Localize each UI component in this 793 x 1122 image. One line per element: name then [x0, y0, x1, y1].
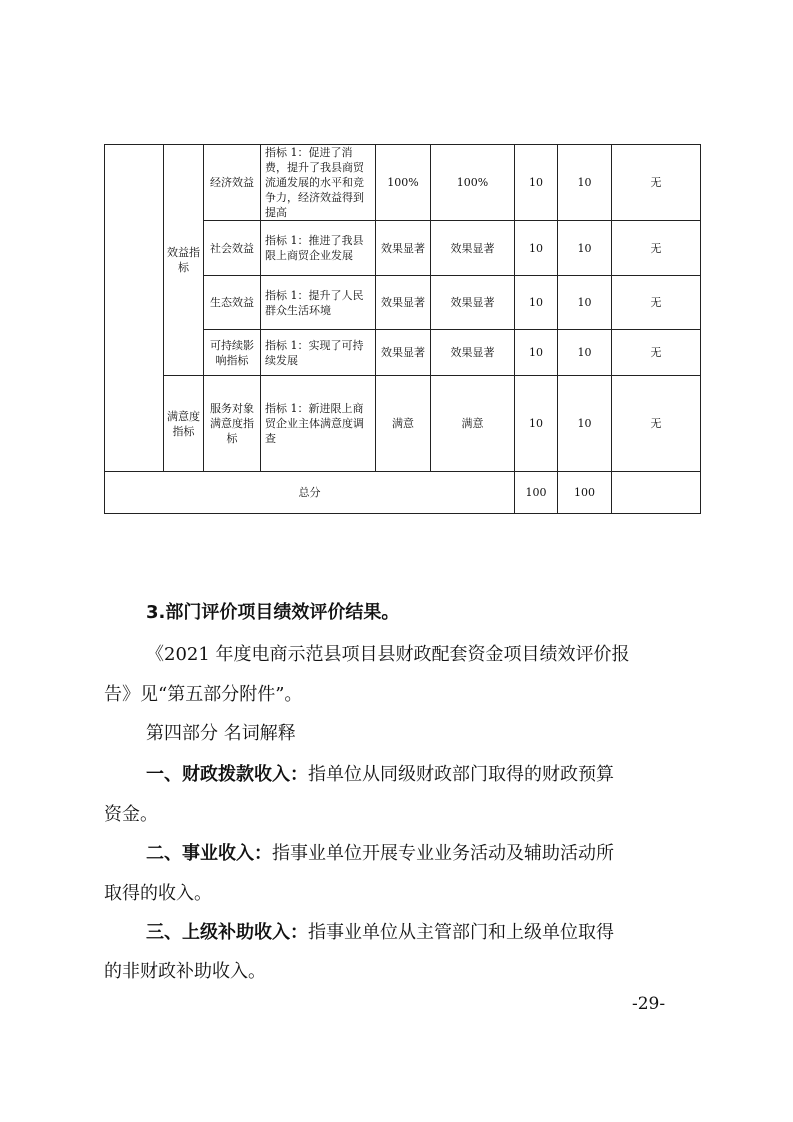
term-1-continuation: 资金。 [104, 804, 158, 825]
actual-cell: 满意 [431, 376, 515, 472]
section3-paragraph-line1: 《2021 年度电商示范县项目县财政配套资金项目绩效评价报 [146, 644, 630, 665]
note-cell: 无 [612, 221, 701, 276]
term-2-continuation: 取得的收入。 [104, 883, 212, 904]
table-total-row [105, 472, 701, 514]
weight-cell: 10 [515, 330, 558, 376]
note-cell: 无 [612, 145, 701, 221]
weight-cell: 10 [515, 221, 558, 276]
note-cell: 无 [612, 330, 701, 376]
score-cell: 10 [558, 376, 612, 472]
score-cell: 10 [558, 145, 612, 221]
term-1-text: 指单位从同级财政部门取得的财政预算 [308, 764, 614, 785]
sub-indicator-cell: 社会效益 [204, 221, 261, 276]
score-cell: 10 [558, 330, 612, 376]
total-note-cell [612, 472, 701, 514]
group-benefit-cell: 效益指标 [164, 145, 204, 376]
weight-cell: 10 [515, 145, 558, 221]
score-cell: 10 [558, 276, 612, 330]
total-score-cell: 100 [558, 472, 612, 514]
table-row [105, 376, 701, 472]
term-item-1 [146, 760, 614, 786]
section3-heading: 3.部门评价项目绩效评价结果。 [146, 602, 400, 623]
sub-indicator-cell: 生态效益 [204, 276, 261, 330]
term-3-label: 三、上级补助收入： [146, 922, 308, 943]
target-cell: 效果显著 [376, 221, 431, 276]
actual-cell: 效果显著 [431, 221, 515, 276]
indicator-cell: 指标 1：促进了消费，提升了我县商贸流通发展的水平和竞争力，经济效益得到提高 [261, 145, 376, 221]
score-cell: 10 [558, 221, 612, 276]
note-cell: 无 [612, 376, 701, 472]
actual-cell: 效果显著 [431, 330, 515, 376]
page-number: -29- [632, 994, 666, 1014]
term-3-continuation: 的非财政补助收入。 [104, 961, 266, 982]
indicator-cell: 指标 1：提升了人民群众生活环境 [261, 276, 376, 330]
part4-title: 第四部分 名词解释 [146, 723, 296, 744]
term-2-label: 二、事业收入： [146, 843, 272, 864]
actual-cell: 效果显著 [431, 276, 515, 330]
term-item-2 [146, 839, 614, 865]
total-weight-cell: 100 [515, 472, 558, 514]
sub-indicator-cell: 经济效益 [204, 145, 261, 221]
sub-indicator-cell: 服务对象满意度指标 [204, 376, 261, 472]
group-satisfaction-cell: 满意度指标 [164, 376, 204, 472]
empty-level1-cell [105, 145, 164, 472]
note-cell: 无 [612, 276, 701, 330]
target-cell: 效果显著 [376, 276, 431, 330]
sub-indicator-cell: 可持续影响指标 [204, 330, 261, 376]
table-row [105, 145, 701, 221]
actual-cell: 100% [431, 145, 515, 221]
term-1-label: 一、财政拨款收入： [146, 764, 308, 785]
target-cell: 效果显著 [376, 330, 431, 376]
weight-cell: 10 [515, 276, 558, 330]
section3-paragraph-line2: 告》见“第五部分附件”。 [104, 684, 303, 705]
indicator-cell: 指标 1：实现了可持续发展 [261, 330, 376, 376]
indicator-cell: 指标 1：推进了我县限上商贸企业发展 [261, 221, 376, 276]
performance-table [104, 144, 701, 514]
weight-cell: 10 [515, 376, 558, 472]
term-item-3 [146, 918, 614, 944]
total-label-cell: 总分 [105, 472, 515, 514]
term-3-text: 指事业单位从主管部门和上级单位取得 [308, 922, 614, 943]
target-cell: 满意 [376, 376, 431, 472]
target-cell: 100% [376, 145, 431, 221]
term-2-text: 指事业单位开展专业业务活动及辅助活动所 [272, 843, 614, 864]
indicator-cell: 指标 1：新进限上商贸企业主体满意度调查 [261, 376, 376, 472]
